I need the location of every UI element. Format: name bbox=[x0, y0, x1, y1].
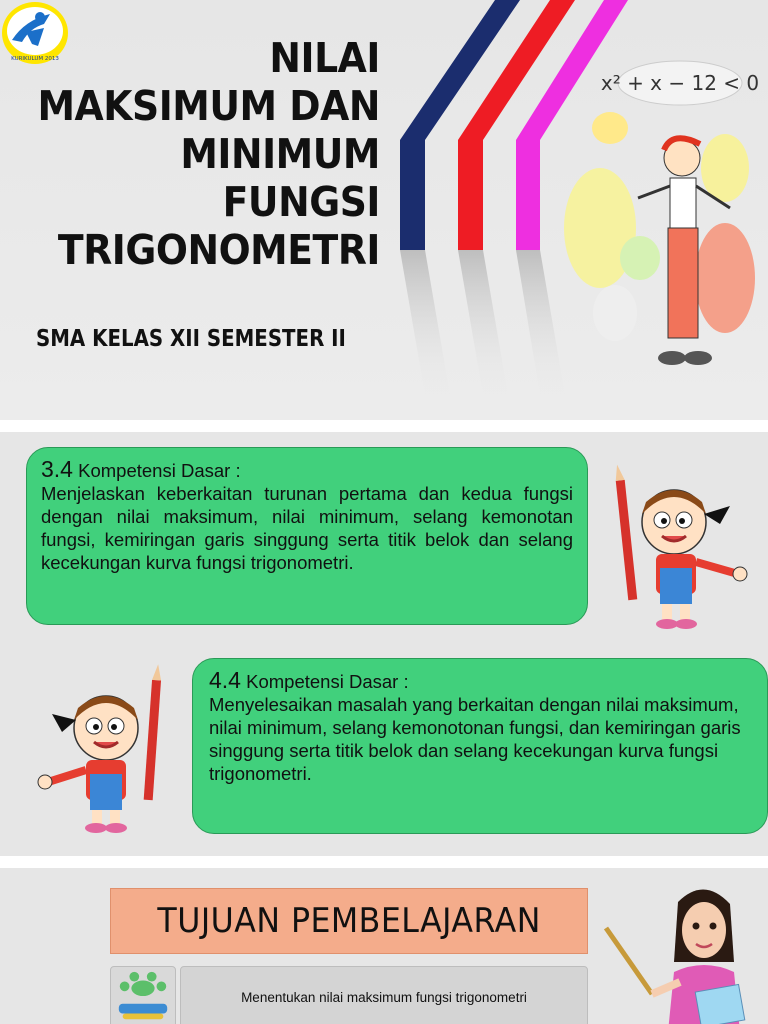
math-boy-illustration bbox=[560, 58, 765, 388]
paw-icon bbox=[111, 967, 175, 1024]
competency-text: Menjelaskan keberkaitan turunan pertama dan kedua fungsi dengan nilai maksimum, nilai minimum, selang kemonotan fungsi, kemiringan garis singgung serta titik belok dan selang kecekungan kurva fungsi trigonometri. bbox=[41, 483, 573, 573]
competency-label: Kompetensi Dasar : bbox=[246, 671, 409, 692]
competency-heading bbox=[209, 669, 753, 693]
slide-title bbox=[30, 34, 380, 274]
competency-number: 4.4 bbox=[209, 667, 241, 693]
objectives-title: TUJUAN PEMBELAJARAN bbox=[110, 888, 588, 954]
competency-box-4-4 bbox=[192, 658, 768, 834]
girl-with-pencil-illustration bbox=[36, 658, 166, 834]
competency-box-3-4 bbox=[26, 447, 588, 625]
competency-number: 3.4 bbox=[41, 456, 73, 482]
title-line: NILAI bbox=[269, 34, 380, 82]
competency-text: Menyelesaikan masalah yang berkaitan dengan nilai maksimum, nilai minimum, selang kemonotonan fungsi, dan kemiringan garis singgung serta titik belok dan selang kecekungan kurva fungsi trigonometri. bbox=[209, 694, 741, 784]
competency-label: Kompetensi Dasar : bbox=[78, 460, 241, 481]
title-line: MINIMUM bbox=[180, 130, 380, 178]
title-line: TRIGONOMETRI bbox=[57, 226, 380, 274]
slide-subtitle: SMA KELAS XII SEMESTER II bbox=[36, 326, 346, 352]
logo-text: KURIKULUM 2013 bbox=[11, 56, 59, 62]
objective-item: Menentukan nilai maksimum fungsi trigonometri bbox=[180, 966, 588, 1024]
objective-bullet bbox=[110, 966, 176, 1024]
title-line: FUNGSI bbox=[222, 178, 380, 226]
competency-slide bbox=[0, 432, 768, 856]
objectives-slide bbox=[0, 868, 768, 1024]
competency-heading bbox=[41, 458, 573, 482]
girl-with-pencil-illustration bbox=[612, 450, 752, 630]
title-line: MAKSIMUM DAN bbox=[37, 82, 380, 130]
title-slide bbox=[0, 0, 768, 420]
math-formula: x² + x − 12 < 0 bbox=[600, 71, 760, 95]
teacher-girl-illustration bbox=[600, 882, 760, 1024]
